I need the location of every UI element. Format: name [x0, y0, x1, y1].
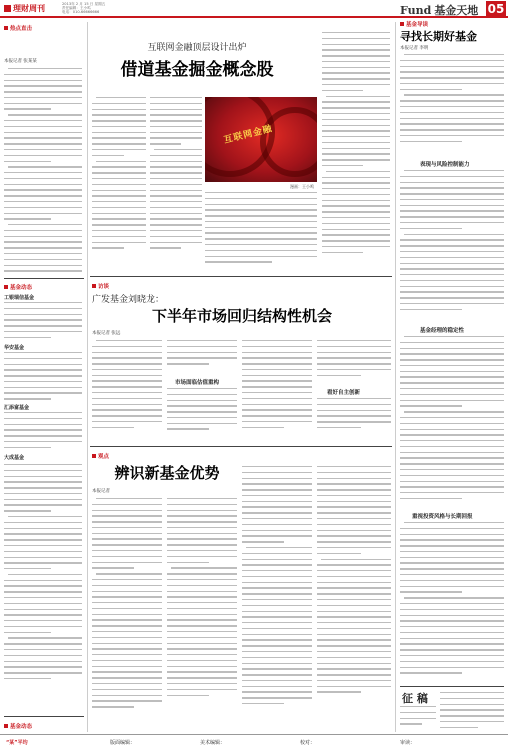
right-subhead: 基金经理的稳定性: [420, 328, 465, 334]
bottom-item: 版面编辑：: [110, 740, 136, 746]
left-bottom-tag: [4, 722, 32, 730]
left-bottom-tag-text: 基金动态: [10, 724, 33, 730]
tag-square-icon: [400, 22, 404, 26]
left-text-block: [4, 412, 82, 452]
meta-line: 责任编辑：王小鸣: [62, 6, 91, 11]
article2-tag: [92, 282, 109, 290]
right-text-block: [400, 336, 504, 506]
meta-line: 2013年 2 月 15 日 星期五: [62, 2, 106, 6]
right-text-block: [400, 522, 504, 682]
left-text-block: [4, 464, 82, 712]
section-cn: 基金天地: [434, 4, 479, 17]
newspaper-logo: [4, 3, 45, 14]
tag-square-icon: [4, 26, 8, 30]
article3-text-col-2: [167, 498, 237, 718]
page-number: 05: [487, 2, 505, 16]
left-sub-heading: 华安基金: [4, 345, 25, 351]
left-tag-2: 基金动态: [4, 283, 32, 291]
section-divider: [90, 276, 392, 277]
right-text-block: [400, 706, 436, 732]
left-sub-heading: 工银瑞信基金: [4, 295, 35, 301]
left-divider: [4, 278, 84, 279]
masthead: [0, 0, 508, 18]
article3-headline: 辨识新基金优势: [114, 464, 220, 482]
bottom-item: 审读：: [400, 740, 416, 746]
section-en: Fund: [400, 4, 432, 17]
left-sub-tag: 本报记者 张某某: [4, 59, 37, 64]
left-tag-text: 热点直击: [10, 26, 33, 32]
masthead-meta: [62, 2, 105, 15]
article2-byline: 本报记者 张远: [92, 331, 121, 336]
lead-headline: 借道基金掘金概念股: [120, 60, 274, 80]
column-divider: [87, 22, 88, 732]
article2-text-col-1: [92, 340, 162, 438]
left-text-block: [4, 68, 82, 272]
left-sub-heading: 汇添富基金: [4, 405, 30, 411]
lead-text-col-4: [322, 32, 390, 272]
article2-tag-text: 访谈: [98, 284, 110, 290]
article3-byline: 本报记者: [92, 489, 110, 494]
article3-text-col-3: [242, 466, 312, 718]
lead-kicker: 互联网金融顶层设计出炉: [147, 43, 247, 53]
tag-square-icon: [4, 724, 8, 728]
call-for-papers-title: 征 稿: [402, 692, 428, 705]
logo-square-icon: [4, 5, 11, 12]
article3-text-col-4: [317, 466, 391, 718]
column-divider: [395, 22, 396, 732]
bottom-item: 校对：: [300, 740, 316, 746]
article2-text-col-4a: [317, 340, 391, 386]
left-text-block: [4, 352, 82, 402]
article2-text-col-2b: [167, 388, 237, 438]
lead-illustration: [205, 97, 317, 182]
left-text-block: [4, 302, 82, 342]
tag-square-icon: [4, 285, 8, 289]
right-text-block: [440, 692, 504, 732]
lead-text-col-3: [205, 192, 317, 270]
right-text-block: [400, 54, 504, 154]
bottom-item: “某”平均: [6, 740, 28, 746]
meta-line: 电话：010-66666666: [62, 10, 100, 15]
article2-subhead-2: 看好自主创新: [327, 390, 361, 396]
article2-headline: 下半年市场回归结构性机会: [151, 307, 332, 325]
tag-square-icon: [92, 284, 96, 288]
bottom-bar: [0, 734, 508, 750]
section-title: [400, 2, 478, 18]
left-tag: [4, 24, 32, 32]
article2-subhead: 市场面临估值重构: [175, 380, 220, 386]
article2-text-col-3: [242, 340, 312, 438]
right-subhead: 重视投资风格与长期回报: [412, 514, 473, 520]
right-sub-tag: 本报记者 李明: [400, 46, 429, 51]
right-text-block: [400, 170, 504, 320]
right-tag-text: 基金导读: [406, 22, 429, 28]
illustration-text: 互联网金融: [222, 124, 274, 146]
left-bottom-divider: [4, 716, 84, 717]
article3-tag-text: 观点: [98, 454, 110, 460]
bottom-item: 美术编辑：: [200, 740, 226, 746]
article2-text-col-2a: [167, 340, 237, 374]
article3-text-col-1: [92, 498, 162, 718]
logo-text: 理财周刊: [13, 4, 45, 13]
photo-credit: 漫画：王小鸣: [290, 184, 314, 189]
right-title: 寻找长期好基金: [400, 30, 477, 43]
left-sub-heading: 大成基金: [4, 455, 25, 461]
tag-square-icon: [92, 454, 96, 458]
illustration-ring: [260, 107, 317, 177]
section-divider: [90, 446, 392, 447]
lead-text-col-2: [150, 97, 202, 269]
lead-text-col-1: [92, 97, 146, 269]
right-tag: [400, 20, 428, 28]
right-subhead: 表现与风险控制能力: [420, 162, 470, 168]
article2-kicker: 广发基金刘晓龙：: [92, 295, 165, 305]
right-divider: [400, 686, 504, 687]
article2-text-col-4b: [317, 398, 391, 438]
article3-tag: [92, 452, 109, 460]
